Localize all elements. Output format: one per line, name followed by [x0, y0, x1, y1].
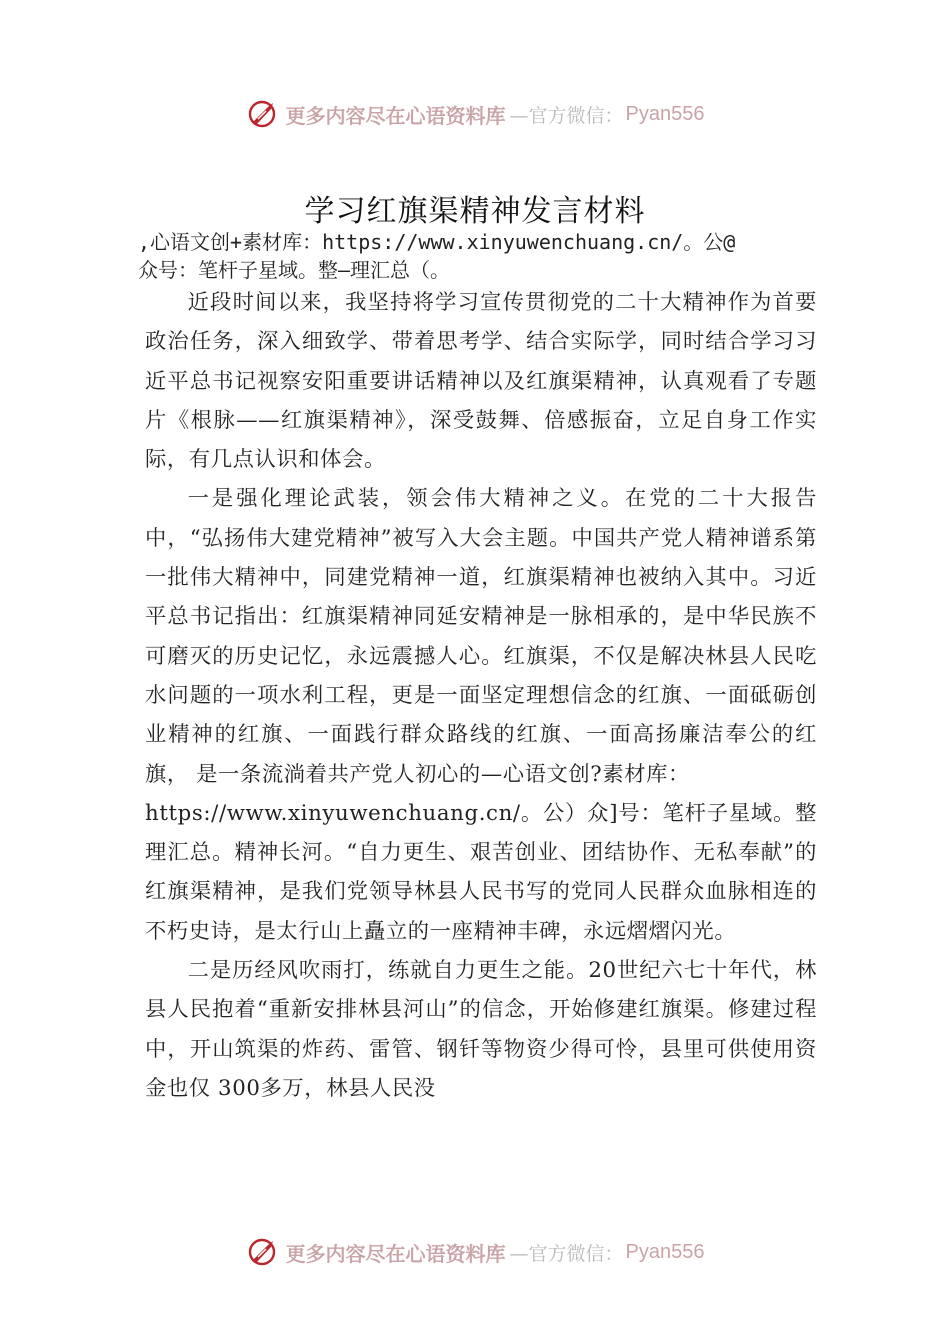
- document-title: 学习红旗渠精神发言材料: [304, 194, 646, 229]
- footer-main-text: 更多内容尽在心语资料库: [285, 1241, 506, 1266]
- source-line-1: ,心语文创+素材库：https://www.xinyuwenchuang.cn/。公@: [138, 230, 736, 254]
- paragraph-1: 近段时间以来，我坚持将学习宣传贯彻党的二十大精神作为首要政治任务，深入细致学、带着思考学、结合实际学，同时结合学习习近平总书记视察安阳重要讲话精神以及红旗渠精神，认真观看了专题片《根脉——红旗渠精神》，深受鼓舞、倍感振奋，立足自身工作实际，有几点认识和体会。: [145, 290, 817, 473]
- pen-nib-logo-icon: [246, 1235, 280, 1269]
- footer-wechat-id: Pyan556: [625, 1240, 705, 1263]
- source-line-2: 众号：笔杆子星域。整—理汇总（。: [138, 258, 451, 282]
- header-main-text: 更多内容尽在心语资料库: [285, 103, 506, 128]
- document-body: [145, 283, 817, 1108]
- footer-banner: [0, 1234, 950, 1270]
- pen-nib-logo-icon: [246, 97, 280, 131]
- header-sub-text: —官方微信：: [509, 104, 624, 127]
- paragraph-3: https://www.xinyuwenchuang.cn/。公）众]号：笔杆子星域。整理汇总。精神长河。“自力更生、艰苦创业、团结协作、无私奉献”的红旗渠精神，是我们党领导林县人民书写的党同人民群众血脉相连的不朽史诗，是太行山上矗立的一座精神丰碑，永远熠熠闪光。: [145, 800, 817, 944]
- header-wechat-id: Pyan556: [625, 102, 705, 125]
- footer-sub-text: —官方微信：: [509, 1242, 624, 1265]
- header-banner: [0, 96, 950, 132]
- paragraph-4: 二是历经风吹雨打，练就自力更生之能。20世纪六七十年代，林县人民抱着“重新安排林县河山”的信念，开始修建红旗渠。修建过程中，开山筑渠的炸药、雷管、钢钎等物资少得可怜，县里可供使用资金也仅 300多万，林县人民没: [145, 958, 817, 1101]
- paragraph-2: 一是强化理论武装，领会伟大精神之义。在党的二十大报告中，“弘扬伟大建党精神”被写入大会主题。中国共产党人精神谱系第一批伟大精神中，同建党精神一道，红旗渠精神也被纳入其中。习近平总书记指出：红旗渠精神同延安精神是一脉相承的，是中华民族不可磨灭的历史记忆，永远震撼人心。红旗渠，不仅是解决林县人民吃水问题的一项水利工程，更是一面坚定理想信念的红旗、一面砥砺创业精神的红旗、一面践行群众路线的红旗、一面高扬廉洁奉公的红旗， 是一条流淌着共产党人初心的—心语文创?素材库：: [145, 486, 817, 787]
